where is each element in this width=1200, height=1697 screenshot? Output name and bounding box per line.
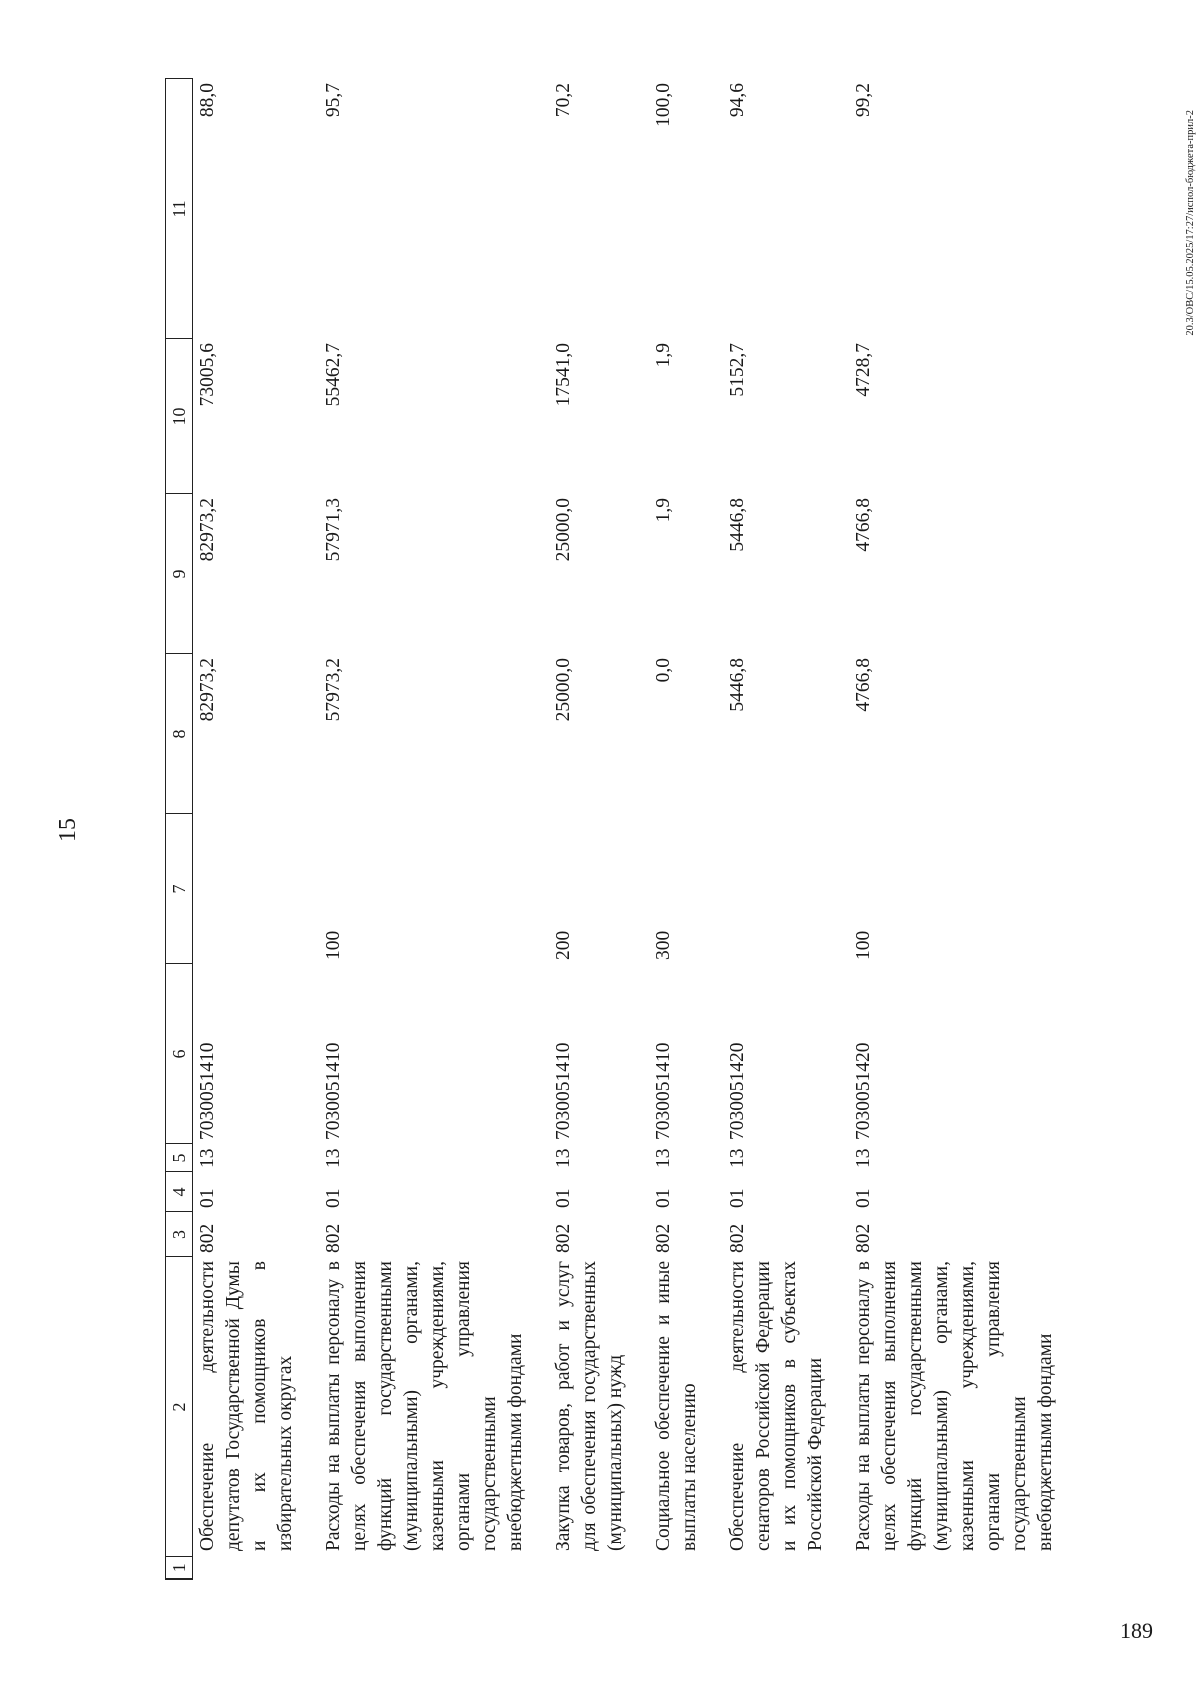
row-col-8: 82973,2 [197, 658, 218, 722]
row-col-10: 4728,7 [853, 343, 874, 397]
row-index-cell [193, 1557, 320, 1579]
table-row [193, 79, 320, 1579]
row-col-6: 7030051410 [553, 1042, 574, 1140]
row-col-10: 5152,7 [727, 343, 748, 397]
row-description: Расходы на выплаты персоналу в целях обеспечения выполнения функций государственными (муниципальными) органами, казенными учреждениями, органами управления государственными внебюджетными фондами [323, 1261, 526, 1551]
row-index-cell [723, 1557, 849, 1579]
header-col-10: 10 [166, 339, 193, 494]
row-col-3: 802 [197, 1223, 218, 1253]
row-col-4: 01 [653, 1188, 674, 1208]
row-col-10: 1,9 [653, 343, 674, 368]
row-col-11: 100,0 [653, 83, 674, 127]
row-col-8: 4766,8 [853, 658, 874, 712]
page-number-top: 15 [55, 818, 81, 842]
row-col-7: 200 [553, 930, 574, 960]
header-col-7: 7 [166, 814, 193, 964]
row-col-4: 01 [323, 1188, 344, 1208]
row-description: Социальное обеспечение и иные выплаты населению [653, 1261, 700, 1551]
row-description: Закупка товаров, работ и услуг для обеспечения государственных (муниципальных) нужд [553, 1261, 626, 1551]
row-col-4: 01 [727, 1188, 748, 1208]
row-col-4: 01 [553, 1188, 574, 1208]
row-col-5: 13 [197, 1148, 218, 1168]
row-col-10: 73005,6 [197, 343, 218, 407]
header-col-4: 4 [166, 1172, 193, 1212]
row-index-cell [649, 1557, 723, 1579]
header-col-5: 5 [166, 1144, 193, 1172]
header-col-1: 1 [166, 1557, 193, 1579]
table-row [723, 79, 849, 1579]
row-col-7 [723, 814, 849, 964]
row-col-3: 802 [323, 1223, 344, 1253]
row-col-4: 01 [197, 1188, 218, 1208]
table-row [849, 79, 1079, 1579]
table-row [649, 79, 723, 1579]
row-col-10: 17541,0 [553, 343, 574, 407]
row-index-cell [549, 1557, 649, 1579]
row-col-6: 7030051410 [197, 1042, 218, 1140]
row-col-11: 99,2 [853, 83, 874, 118]
row-col-8: 57973,2 [323, 658, 344, 722]
row-col-7: 100 [853, 930, 874, 960]
row-col-8: 0,0 [653, 658, 674, 683]
header-col-6: 6 [166, 964, 193, 1144]
row-col-6: 7030051420 [727, 1042, 748, 1140]
row-col-11: 94,6 [727, 83, 748, 118]
row-index-cell [849, 1557, 1079, 1579]
row-col-3: 802 [727, 1223, 748, 1253]
row-col-9: 5446,8 [727, 498, 748, 552]
row-description: Обеспечение деятельности депутатов Государственной Думы и их помощников в избирательных округах [197, 1261, 296, 1551]
header-col-8: 8 [166, 654, 193, 814]
rotated-page-content [55, 80, 1196, 1580]
header-col-2: 2 [166, 1257, 193, 1557]
table-row [319, 79, 549, 1579]
row-col-5: 13 [323, 1148, 344, 1168]
row-col-7: 300 [653, 930, 674, 960]
header-col-3: 3 [166, 1212, 193, 1257]
row-col-6: 7030051410 [653, 1042, 674, 1140]
row-index-cell [319, 1557, 549, 1579]
row-col-11: 95,7 [323, 83, 344, 118]
row-description: Обеспечение деятельности сенаторов Российской Федерации и их помощников в субъектах Российской Федерации [727, 1261, 826, 1551]
row-col-8: 5446,8 [727, 658, 748, 712]
row-col-6: 7030051410 [323, 1042, 344, 1140]
row-col-5: 13 [653, 1148, 674, 1168]
budget-table [165, 79, 1079, 1581]
document-footer-code: 20.3/OBC/15.05.2025/17:27/испол-бюджета-прил-2 [1185, 110, 1196, 336]
row-col-11: 88,0 [197, 83, 218, 118]
page-number-bottom: 189 [1120, 1618, 1153, 1643]
row-col-9: 1,9 [653, 498, 674, 523]
row-col-7: 100 [323, 930, 344, 960]
row-col-9: 4766,8 [853, 498, 874, 552]
table-row [549, 79, 649, 1579]
row-col-3: 802 [553, 1223, 574, 1253]
header-col-11: 11 [166, 79, 193, 339]
row-col-6: 7030051420 [853, 1042, 874, 1140]
row-col-4: 01 [853, 1188, 874, 1208]
row-col-9: 82973,2 [197, 498, 218, 562]
table-header-row [166, 79, 193, 1579]
row-col-3: 802 [853, 1223, 874, 1253]
row-col-5: 13 [727, 1148, 748, 1168]
row-description: Расходы на выплаты персоналу в целях обеспечения выполнения функций государственными (муниципальными) органами, казенными учреждениями, органами управления государственными внебюджетными фондами [853, 1261, 1056, 1551]
row-col-11: 70,2 [553, 83, 574, 118]
row-col-3: 802 [653, 1223, 674, 1253]
row-col-5: 13 [853, 1148, 874, 1168]
row-col-7 [193, 814, 320, 964]
row-col-5: 13 [553, 1148, 574, 1168]
header-col-9: 9 [166, 494, 193, 654]
row-col-8: 25000,0 [553, 658, 574, 722]
row-col-9: 57971,3 [323, 498, 344, 562]
row-col-9: 25000,0 [553, 498, 574, 562]
row-col-10: 55462,7 [323, 343, 344, 407]
